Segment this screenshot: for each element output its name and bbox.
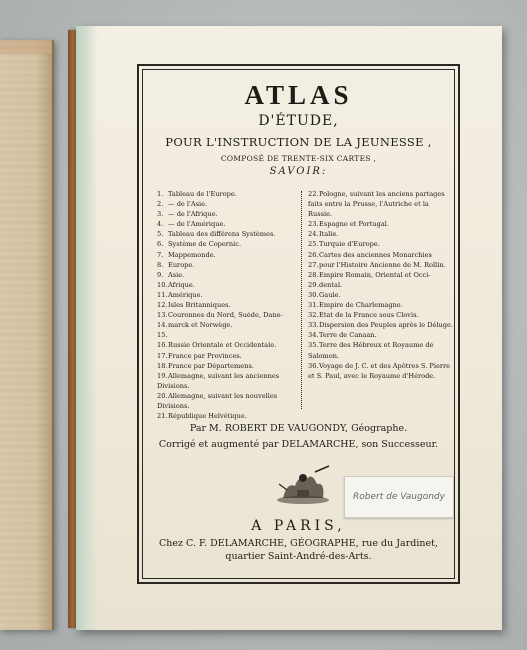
entry-text: France par Départemens. [168,361,254,370]
entry-number: 27. [308,260,319,269]
place-of-publication: A PARIS, [251,518,346,534]
entry-text: Allemagne, suivant les nouvelles Divisions. [157,391,278,410]
contents-entry [157,189,299,199]
subtitle-etude: D'ÉTUDE, [258,113,339,129]
entry-number: 2. [157,200,164,209]
entry-number: 17. [157,351,168,360]
entry-text: Tableau des différens Systèmes. [168,230,276,239]
contents-entry [157,310,299,320]
contents-entry [157,330,299,340]
entry-number: 4. [157,220,164,229]
contents-entry [157,351,299,361]
entry-number: 21. [157,412,168,421]
entry-text: Système de Copernic. [168,240,242,249]
entry-number: 35. [308,341,319,350]
contents-entry [157,219,299,229]
entry-number: 31. [308,301,319,310]
entry-text: Asie. [168,270,185,279]
contents-entry [308,300,454,310]
entry-number: 10. [157,280,168,289]
contents-entry [308,260,454,270]
entry-number: 30. [308,290,319,299]
contents-right-column [308,189,454,381]
entry-text: Etat de la France sous Clovis. [319,311,419,320]
contents-entry [308,290,454,300]
subtitle-cartes: COMPOSÉ DE TRENTE-SIX CARTES , [220,154,377,163]
entry-number: 12. [157,301,168,310]
contents-entry [308,320,454,330]
entry-text: — de l'Asie. [168,200,208,209]
entry-text: dental. [319,280,343,289]
entry-number: 23. [308,220,319,229]
entry-number: 25. [308,240,319,249]
entry-text: pour l'Histoire Ancienne de M. Rollin. [319,260,446,269]
entry-number: 9. [157,270,164,279]
vignette-illustration [273,460,333,506]
entry-text: Gaule. [319,290,341,299]
publisher-line-2: quartier Saint-André-des-Arts. [225,551,372,562]
adjacent-book-cover [0,40,54,630]
contents-entry [157,229,299,239]
contents-entry [157,239,299,249]
contents-entry [308,189,454,219]
book-edge [0,40,52,54]
contents-entry [157,199,299,209]
column-divider [301,191,302,409]
contents-entry [308,361,454,381]
corrected-line: Corrigé et augmenté par DELAMARCHE, son Successeur. [158,439,439,450]
entry-text: France par Provinces. [168,351,242,360]
entry-text: Terre des Hébreux et Royaume de Salomon. [308,341,434,360]
entry-number: 28. [308,270,319,279]
entry-number: 29. [308,280,319,289]
page-gutter [76,26,98,630]
contents-entry [308,229,454,239]
contents-entry [157,361,299,371]
entry-number: 36. [308,361,319,370]
contents-entry [157,340,299,350]
entry-number: 6. [157,240,164,249]
entry-text: Mappemonde. [168,250,216,259]
entry-number: 26. [308,250,319,259]
entry-text: Amérique. [168,290,203,299]
entry-number: 5. [157,230,164,239]
contents-list [149,189,454,421]
contents-entry [157,391,299,411]
entry-text: Turquie d'Europe. [319,240,380,249]
entry-number: 16. [157,341,168,350]
entry-text: Espagne et Portugal. [319,220,390,229]
entry-text: Dispersion des Peuples après le Déluge. [319,321,454,330]
entry-text: République Helvétique. [168,412,247,421]
title-page [76,26,502,630]
entry-text: marck et Norwège. [168,321,233,330]
entry-number: 1. [157,190,164,198]
contents-entry [157,290,299,300]
entry-text: Voyage de J. C. et des Apôtres S. Pierre et S. Paul, avec le Royaume d'Hérode. [308,361,451,380]
entry-number: 20. [157,391,168,400]
contents-left-column [157,189,299,421]
atlas-title: ATLAS [244,80,353,110]
contents-entry [308,219,454,229]
contents-entry [308,340,454,360]
handwritten-sticker: Robert de Vaugondy [344,476,454,518]
entry-text: Europe. [168,260,195,269]
contents-entry [308,280,454,290]
entry-text: Couronnes du Nord, Suède, Dane- [168,311,283,320]
contents-entry [157,250,299,260]
entry-text: Italie. [319,230,339,239]
entry-text: Tableau de l'Europe. [168,190,237,198]
entry-text: — de l'Amérique. [168,220,226,229]
subtitle-instruction: POUR L'INSTRUCTION DE LA JEUNESSE , [165,135,432,149]
entry-number: 22. [308,190,319,198]
entry-text: Empire Romain, Oriental et Occi- [319,270,431,279]
contents-entry [157,320,299,330]
entry-text: Allemagne, suivant les anciennes Divisions. [157,371,280,390]
entry-number: 7. [157,250,164,259]
entry-text: Cartes des anciennes Monarchies [319,250,432,259]
contents-entry [157,371,299,391]
contents-entry [308,310,454,320]
contents-entry [157,270,299,280]
contents-entry [157,280,299,290]
entry-number: 34. [308,331,319,340]
contents-entry [157,411,299,421]
author-line: Par M. ROBERT DE VAUGONDY, Géographe. [189,423,408,434]
contents-entry [308,270,454,280]
entry-text: — de l'Afrique. [168,210,218,219]
entry-number: 11. [157,290,168,299]
contents-entry [308,330,454,340]
entry-text: Isles Britanniques. [168,301,231,310]
entry-number: 32. [308,311,319,320]
publisher-line-1: Chez C. F. DELAMARCHE, GÉOGRAPHE, rue du Jardinet, [159,538,438,549]
entry-text: Empire de Charlemagne. [319,301,403,310]
contents-entry [157,260,299,270]
entry-number: 3. [157,210,164,219]
entry-number: 33. [308,321,319,330]
entry-number: 8. [157,260,164,269]
entry-number: 14. [157,321,168,330]
entry-number: 15. [157,331,168,340]
contents-entry [308,239,454,249]
entry-number: 13. [157,311,168,320]
entry-number: 18. [157,361,168,370]
entry-number: 24. [308,230,319,239]
entry-number: 19. [157,371,168,380]
entry-text: Afrique. [168,280,195,289]
entry-text: Terre de Canaan. [319,331,377,340]
entry-text: Russie Orientale et Occidentale. [168,341,277,350]
contents-entry [157,209,299,219]
contents-entry [308,250,454,260]
contents-entry [157,300,299,310]
entry-text: Pologne, suivant les anciens partages faits entre la Prusse, l'Autriche et la Russie. [308,190,445,219]
savoir-label: SAVOIR: [269,166,328,177]
